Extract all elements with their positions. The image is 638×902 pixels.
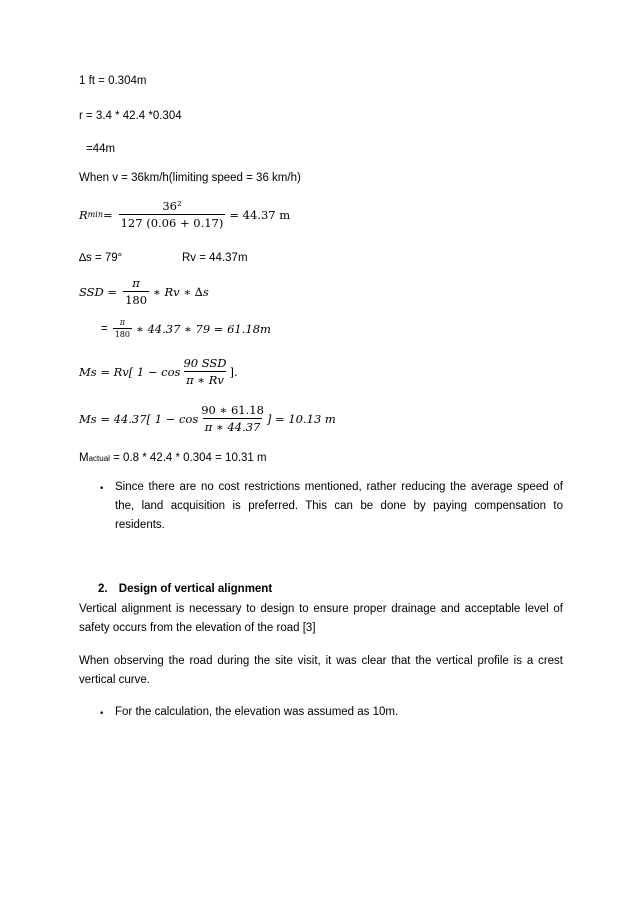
- when-v-line: When v = 36km/h(limiting speed = 36 km/h): [79, 172, 301, 184]
- rmin-lhs-sub: min: [87, 210, 103, 219]
- section-heading: [98, 583, 272, 595]
- ms-general-fraction: [181, 356, 228, 387]
- bullet-marker: •: [99, 709, 105, 719]
- elevation-bullet-text: For the calculation, the elevation was assumed as 10m.: [115, 706, 399, 718]
- ms-general-numerator: 90 SSD: [183, 356, 227, 370]
- ssd-numerator: π: [132, 276, 140, 290]
- ssd-rhs: ∗ Rv ∗ ∆s: [153, 284, 209, 299]
- vertical-alignment-paragraph: Vertical alignment is necessary to design to ensure proper drainage and acceptable level of safety occurs from the elevation of the road [3]: [79, 603, 563, 634]
- ms-general-denominator: π ∗ Rv: [186, 373, 224, 387]
- ms-value-numerator: 90 ∗ 61.18: [201, 403, 264, 417]
- ssd-result-numerator: π: [119, 318, 125, 327]
- ssd-equation: [79, 276, 209, 307]
- m-actual-subscript: actual: [88, 454, 110, 463]
- ms-general-rhs: ].: [229, 364, 238, 379]
- ms-general-lhs: Ms = Rv[ 1 − cos: [79, 364, 181, 379]
- ms-value-denominator: π ∗ 44.37: [204, 420, 261, 434]
- rmin-equation: [79, 199, 290, 230]
- site-visit-paragraph: When observing the road during the site visit, it was clear that the vertical profile is a crest vertical curve.: [79, 655, 563, 686]
- ssd-result-equals: =: [101, 322, 108, 335]
- ssd-denominator: 180: [125, 293, 148, 307]
- m-actual-rest: = 0.8 * 42.4 * 0.304 = 10.31 m: [109, 452, 267, 464]
- ssd-result-equation: [101, 318, 271, 339]
- cost-bullet-text: Since there are no cost restrictions mentioned, rather reducing the average speed of the, land acquisition is preferred. This can be done by paying compensation to residents.: [115, 481, 563, 531]
- ms-value-fraction: [199, 403, 266, 434]
- ssd-result-denominator: 180: [114, 330, 130, 339]
- ms-general-equation: [79, 356, 238, 387]
- rmin-result: = 44.37 m: [229, 207, 291, 222]
- ms-value-lhs: Ms = 44.37[ 1 − cos: [79, 411, 199, 426]
- ssd-fraction: [123, 276, 149, 307]
- rmin-equals: =: [102, 207, 113, 222]
- rmin-fraction: [119, 199, 226, 230]
- section-title: Design of vertical alignment: [118, 583, 273, 595]
- m-actual-line: [79, 452, 267, 464]
- ssd-result-fraction: [113, 318, 132, 339]
- rmin-lhs: R: [79, 207, 88, 222]
- rv-line: Rv = 44.37m: [182, 252, 248, 264]
- bullet-marker: •: [99, 484, 105, 494]
- r-result-line: =44m: [86, 143, 116, 155]
- rmin-numerator: 36²: [162, 199, 182, 213]
- ssd-result-rhs: ∗ 44.37 ∗ 79 = 61.18m: [136, 321, 271, 336]
- rmin-denominator: 127 (0.06 + 0.17): [120, 216, 224, 230]
- ft-conversion-line: 1 ft = 0.304m: [79, 75, 147, 87]
- section-number: 2.: [98, 583, 108, 595]
- m-actual-prefix: M: [79, 452, 89, 464]
- r-calculation-line: r = 3.4 * 42.4 *0.304: [79, 110, 182, 122]
- ms-value-equation: [79, 403, 336, 434]
- ssd-lhs: SSD =: [79, 284, 118, 299]
- ms-value-rhs: ] = 10.13 m: [266, 411, 336, 426]
- delta-s-line: ∆s = 79°: [79, 252, 123, 264]
